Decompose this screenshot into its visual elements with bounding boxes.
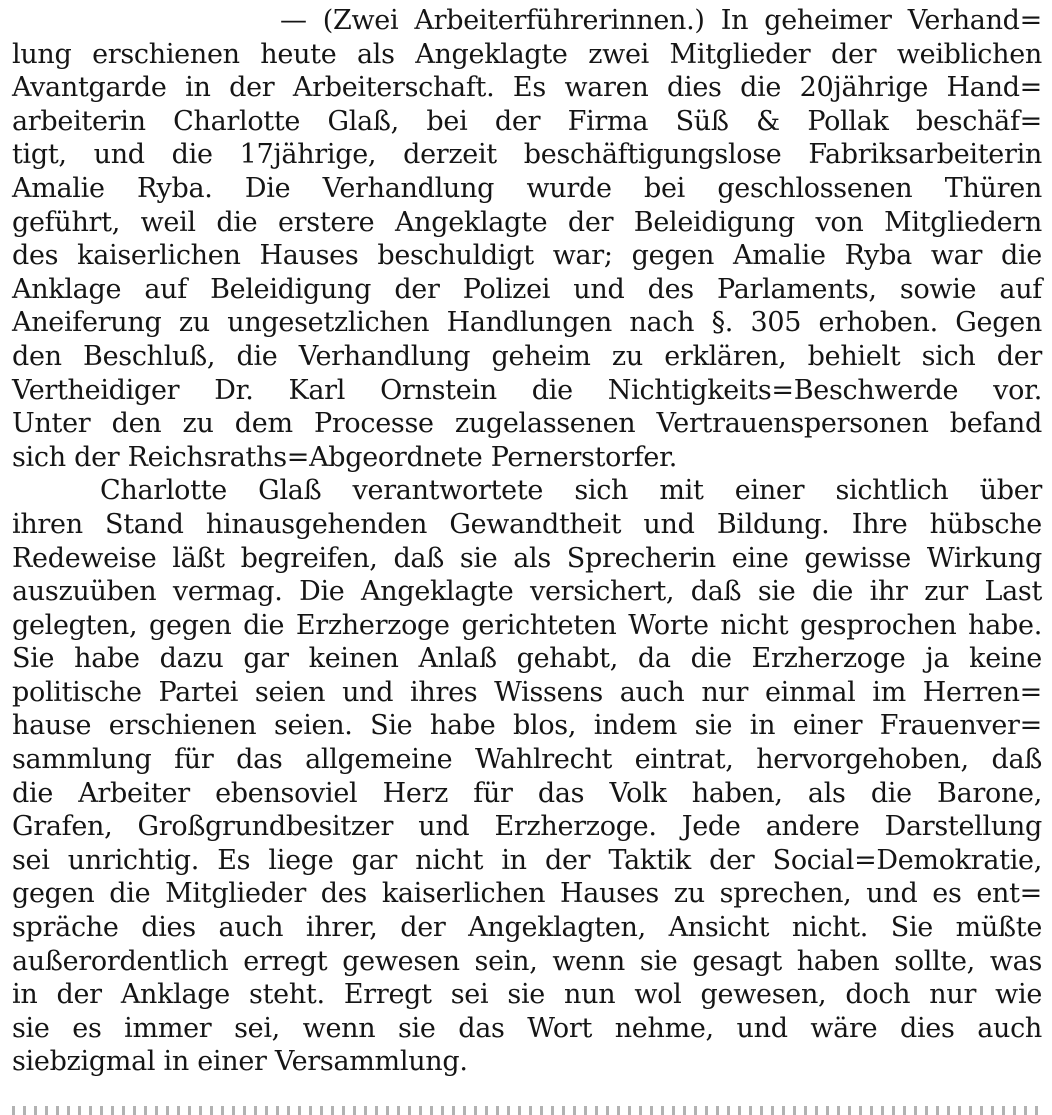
article-line: hause erschienen seien. Sie habe blos, indem sie in einer Frauenver= [12,710,1042,742]
newspaper-article [12,4,1042,1079]
article-line: Sie habe dazu gar keinen Anlaß gehabt, da die Erzherzoge ja keine [12,643,1042,675]
article-line: tigt, und die 17jährige, derzeit beschäftigungslose Fabriksarbeiterin [12,139,1042,171]
article-line: auszuüben vermag. Die Angeklagte versichert, daß sie die ihr zur Last [12,576,1042,608]
article-line: sammlung für das allgemeine Wahlrecht eintrat, hervorgehoben, daß [12,744,1042,776]
article-line: ihren Stand hinausgehenden Gewandtheit und Bildung. Ihre hübsche [12,508,1042,540]
article-line: die Arbeiter ebensoviel Herz für das Volk haben, als die Barone, [12,777,1042,809]
article-line: Charlotte Glaß verantwortete sich mit einer sichtlich über [100,475,1042,507]
paragraph-1 [12,4,1042,474]
article-line: den Beschluß, die Verhandlung geheim zu erklären, behielt sich der [12,340,1042,372]
article-line: arbeiterin Charlotte Glaß, bei der Firma Süß & Pollak beschäf= [12,105,1042,137]
article-line: außerordentlich erregt gewesen sein, wenn sie gesagt haben sollte, was [12,945,1042,977]
article-line: lung erschienen heute als Angeklagte zwei Mitglieder der weiblichen [12,38,1042,70]
article-line: sich der Reichsraths=Abgeordnete Pernerstorfer. [12,441,678,473]
article-line: gelegten, gegen die Erzherzoge gerichteten Worte nicht gesprochen habe. [12,609,1042,641]
article-line: in der Anklage steht. Erregt sei sie nun wol gewesen, doch nur wie [12,979,1042,1011]
article-line: sie es immer sei, wenn sie das Wort nehme, und wäre dies auch [12,1012,1042,1044]
article-line: Vertheidiger Dr. Karl Ornstein die Nichtigkeits=Beschwerde vor. [12,374,1042,406]
next-line-cutoff [12,1106,1042,1115]
article-line: gegen die Mitglieder des kaiserlichen Hauses zu sprechen, und es ent= [12,878,1042,910]
article-line: Grafen, Großgrundbesitzer und Erzherzoge. Jede andere Darstellung [12,811,1042,843]
article-line: siebzigmal in einer Versammlung. [12,1046,468,1078]
article-line: spräche dies auch ihrer, der Angeklagten, Ansicht nicht. Sie müßte [12,912,1042,944]
article-line: Avantgarde in der Arbeiterschaft. Es waren dies die 20jährige Hand= [12,72,1042,104]
article-line: Redeweise läßt begreifen, daß sie als Sprecherin eine gewisse Wirkung [12,542,1042,574]
article-line: Aneiferung zu ungesetzlichen Handlungen nach §. 305 erhoben. Gegen [12,307,1042,339]
article-line: Anklage auf Beleidigung der Polizei und des Parlaments, sowie auf [12,273,1042,305]
article-line: — (Zwei Arbeiterführerinnen.) In geheimer Verhand= [280,5,1042,36]
article-line: geführt, weil die erstere Angeklagte der Beleidigung von Mitgliedern [12,206,1042,238]
paragraph-2 [12,474,1042,1079]
article-line: Amalie Ryba. Die Verhandlung wurde bei geschlossenen Thüren [12,172,1042,204]
article-line: sei unrichtig. Es liege gar nicht in der Taktik der Social=Demokratie, [12,844,1042,876]
article-line: des kaiserlichen Hauses beschuldigt war; gegen Amalie Ryba war die [12,240,1042,272]
cutoff-glyph-tops [12,1106,1042,1115]
article-line: Unter den zu dem Processe zugelassenen Vertrauenspersonen befand [12,408,1042,440]
article-line: politische Partei seien und ihres Wissens auch nur einmal im Herren= [12,676,1042,708]
